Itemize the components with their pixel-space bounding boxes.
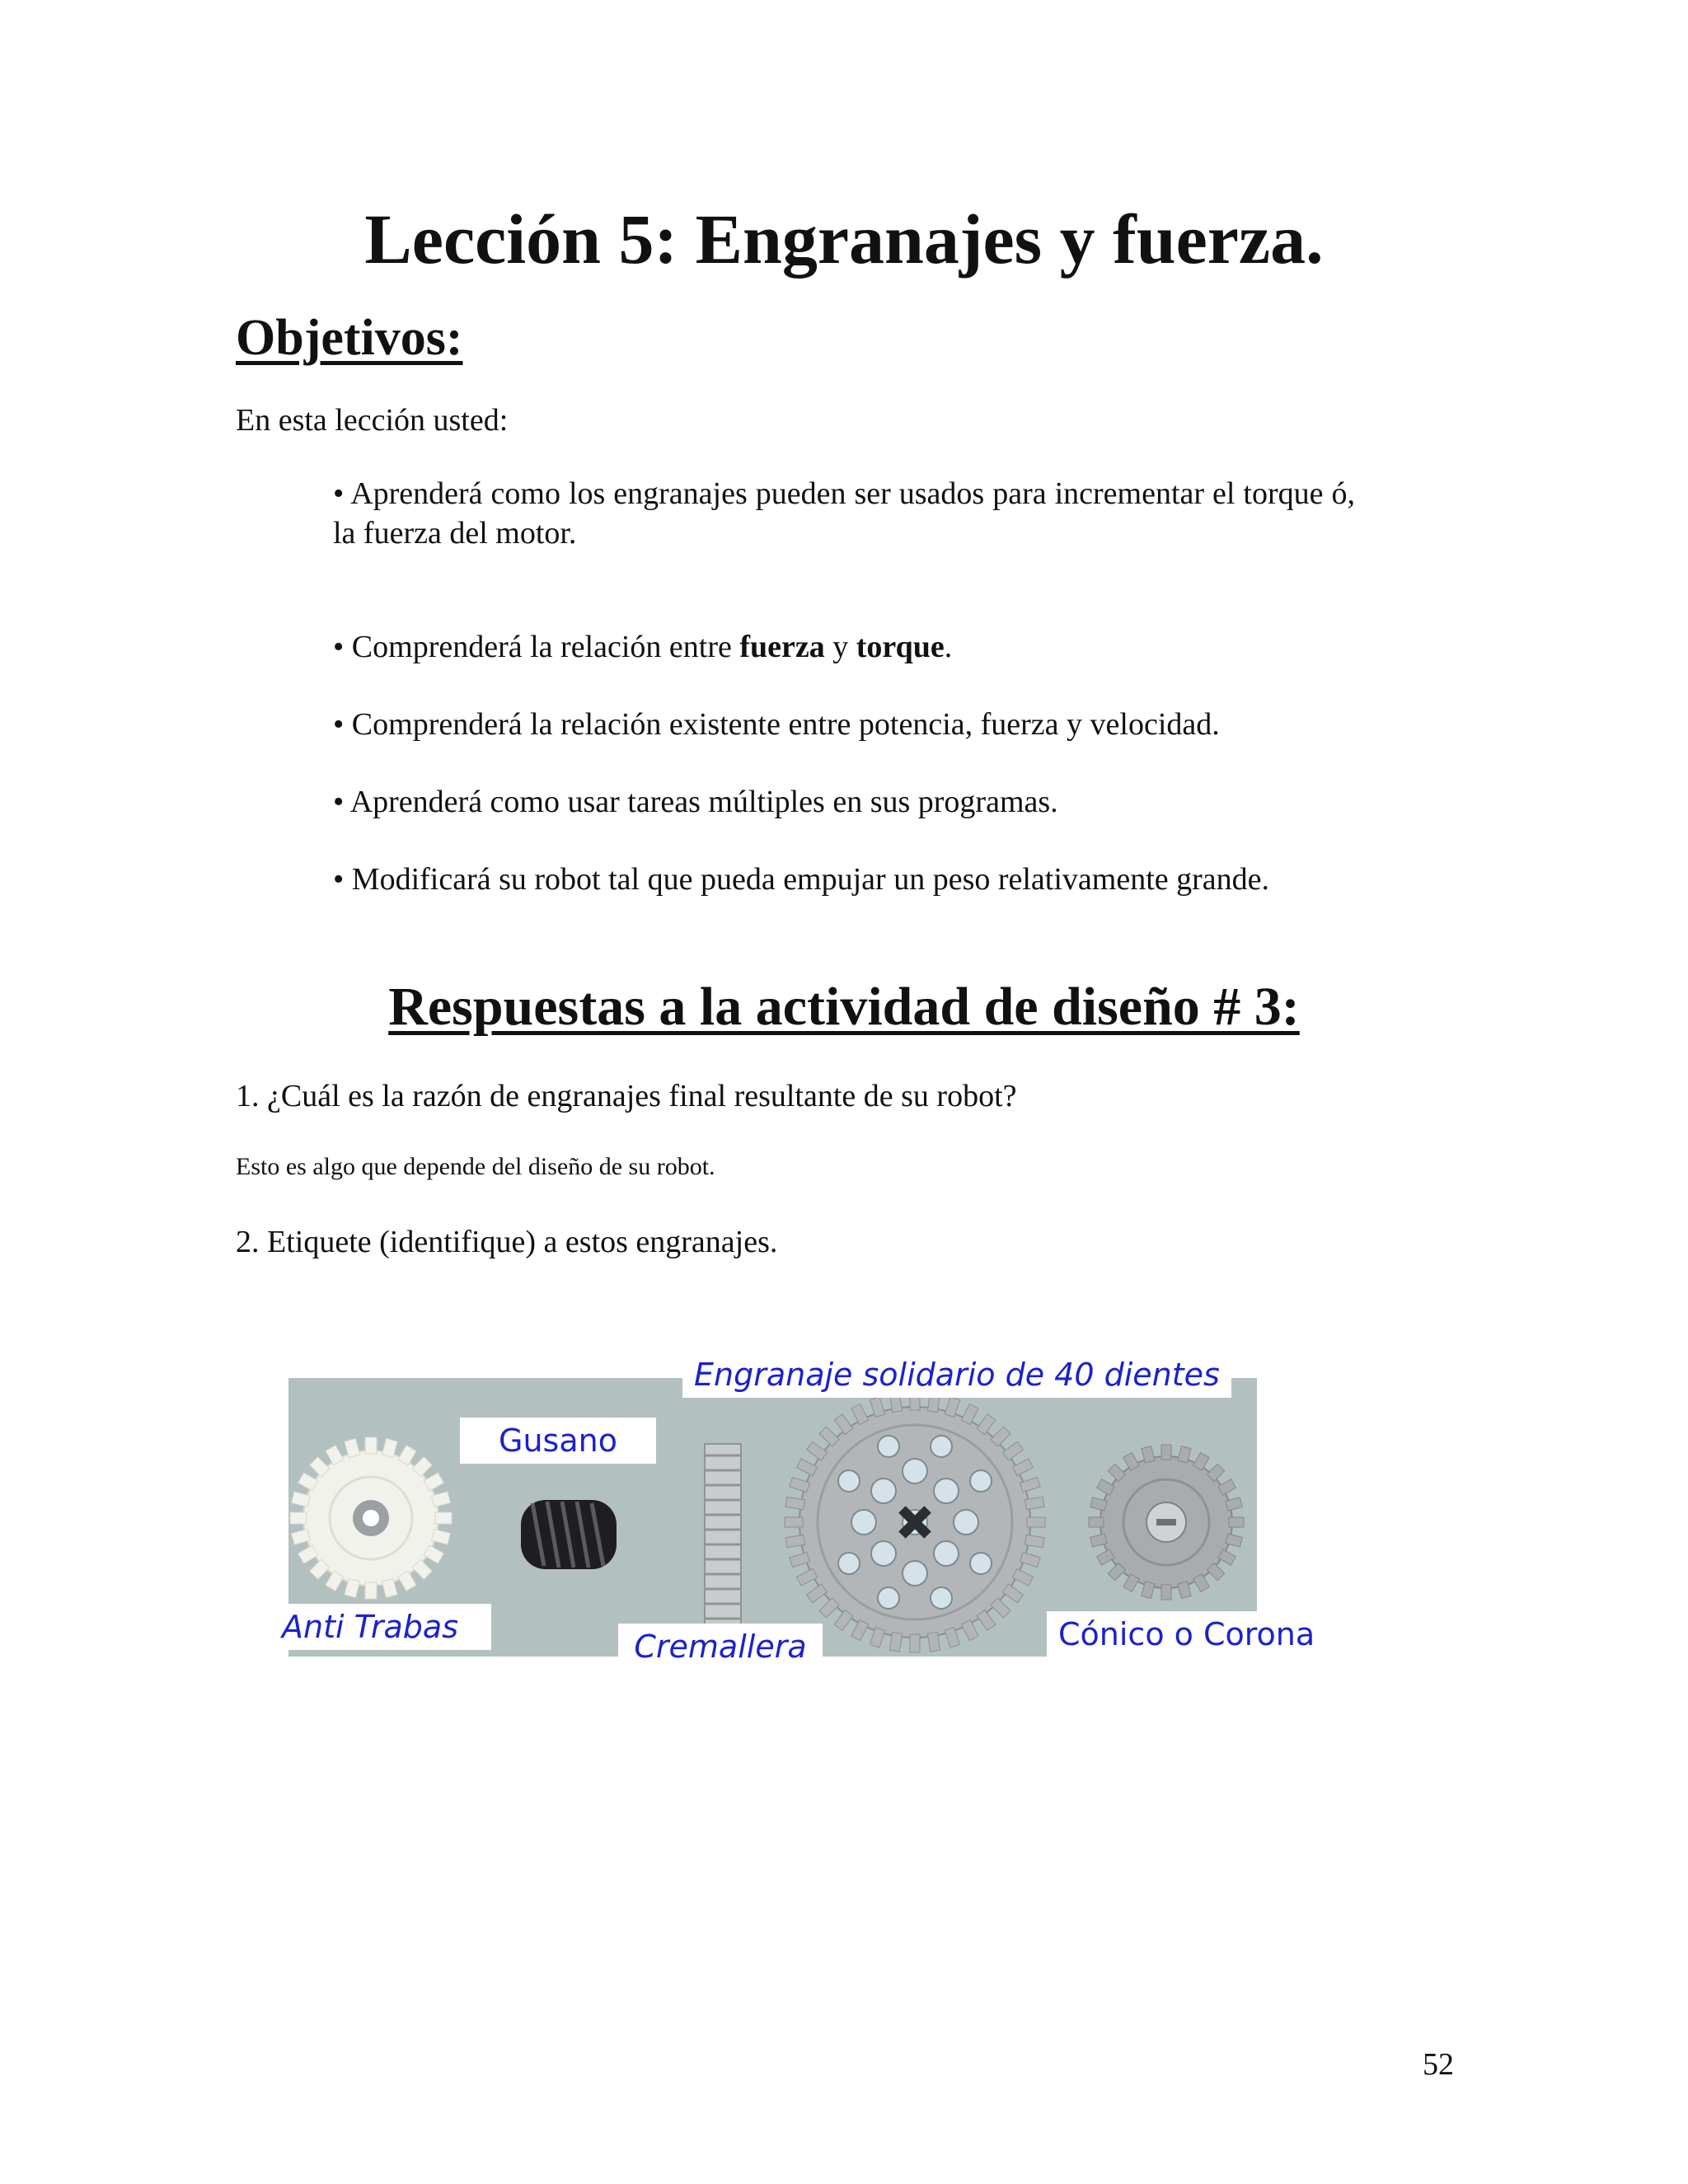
bold-term-fuerza: fuerza (739, 630, 825, 664)
objective-item: • Modificará su robot tal que pueda empujar un peso relativamente grande. (333, 862, 1270, 897)
rack-gear-icon (705, 1444, 741, 1642)
answer-1: Esto es algo que depende del diseño de su robot. (236, 1153, 715, 1180)
objective-text: • Comprenderá la relación entre (333, 630, 740, 664)
objective-item: • Aprenderá como los engranajes pueden ser usados para incrementar el torque ó, la fuerza del motor. (333, 476, 1355, 551)
page-title: Lección 5: Engranajes y fuerza. (364, 199, 1324, 279)
label-cremallera: Cremallera (618, 1624, 823, 1670)
label-anti-trabas: Anti Trabas (270, 1604, 491, 1650)
question-2: 2. Etiquete (identifique) a estos engranajes. (236, 1225, 778, 1259)
bold-term-torque: torque (856, 630, 945, 664)
label-conico-corona: Cónico o Corona (1047, 1611, 1326, 1657)
intro-text: En esta lección usted: (236, 403, 509, 438)
objective-item (333, 627, 1355, 667)
anti-trabas-gear-icon (290, 1437, 452, 1599)
objective-item: • Comprenderá la relación existente entre potencia, fuerza y velocidad. (333, 707, 1220, 742)
objective-item: • Aprenderá como usar tareas múltiples en sus programas. (333, 785, 1058, 819)
gears-figure (280, 1352, 1319, 1681)
bevel-gear-icon (1089, 1445, 1244, 1600)
objectives-heading: Objetivos: (236, 310, 463, 366)
objectives-list (333, 474, 1355, 899)
objective-text: y (824, 630, 856, 664)
forty-tooth-gear-icon (785, 1392, 1045, 1652)
label-engranaje-40-dientes: Engranaje solidario de 40 dientes (682, 1352, 1231, 1398)
page-number: 52 (1423, 2047, 1454, 2082)
worm-gear-icon (521, 1500, 617, 1569)
label-gusano: Gusano (460, 1418, 656, 1464)
answers-heading: Respuestas a la actividad de diseño # 3: (388, 977, 1300, 1037)
question-1: 1. ¿Cuál es la razón de engranajes final resultante de su robot? (236, 1079, 1017, 1113)
objective-text: . (944, 630, 953, 664)
